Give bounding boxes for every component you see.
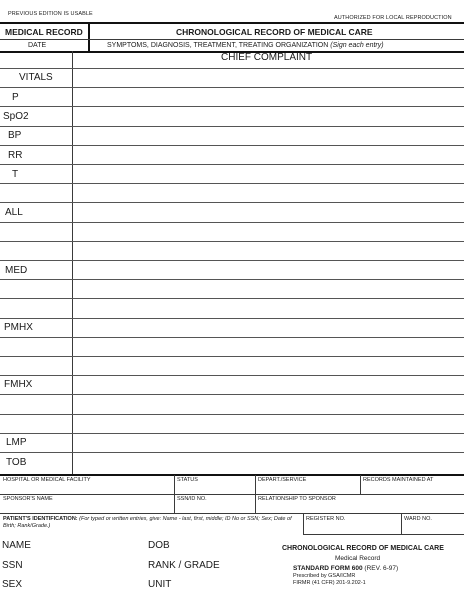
relationship-label: RELATIONSHIP TO SPONSOR [258,496,336,502]
ruled-line [0,318,464,319]
rr-label: RR [8,150,23,161]
ruled-line [0,202,464,203]
sex-label: SEX [2,579,23,590]
unit-label: UNIT [148,579,172,590]
form-title: CHRONOLOGICAL RECORD OF MEDICAL CARE [176,27,373,37]
header-top-rule [0,22,464,24]
footer-mid-rule [0,494,464,495]
ruled-line [0,222,464,223]
register-bottom-rule [303,534,464,535]
date-column-divider [72,51,73,475]
pmhx-label: PMHX [4,322,33,333]
ssn-label: SSN [2,560,23,571]
vitals-label: VITALS [19,72,53,83]
register-label: REGISTER NO. [306,516,346,522]
ruled-line [0,87,464,88]
ruled-line [0,337,464,338]
ruled-line [0,126,464,127]
header-divider [88,22,90,52]
header-mid-rule [0,39,464,40]
footer-divider-3 [360,475,361,494]
previous-edition-note: PREVIOUS EDITION IS USABLE [8,11,93,17]
ruled-line [0,414,464,415]
bp-label: BP [8,130,22,141]
temp-label: T [12,169,19,180]
ruled-line [0,260,464,261]
form-footer-title: CHRONOLOGICAL RECORD OF MEDICAL CARE [282,545,444,552]
fmhx-label: FMHX [4,379,33,390]
name-label: NAME [2,540,31,551]
patient-id-label: PATIENT'S IDENTIFICATION: [3,516,78,522]
ruled-line [0,145,464,146]
ruled-line [0,183,464,184]
ruled-line [0,68,464,69]
medical-record-label: MEDICAL RECORD [5,27,83,37]
patient-id-note: (For typed or written entries, give: Name - last, first, middle; ID No or SSN; Sex; Date of Birth; Rank/Grade.) [3,516,292,529]
ruled-line [0,279,464,280]
ruled-line [0,298,464,299]
rank-label: RANK / GRADE [148,560,220,571]
form-footer-sub: Medical Record [335,555,381,562]
sponsor-name-label: SPONSOR'S NAME [3,496,53,502]
pulse-label: P [12,92,19,103]
ruled-line [0,356,464,357]
records-label: RECORDS MAINTAINED AT [363,477,434,483]
form-revision: (REV. 6-97) [364,565,399,572]
footer-id-rule [0,513,464,514]
authorized-note: AUTHORIZED FOR LOCAL REPRODUCTION [334,15,452,21]
description-column-header [107,42,384,49]
form-number-line [293,565,398,572]
date-column-header: DATE [28,42,47,49]
lmp-label: LMP [6,437,27,448]
ruled-line [0,164,464,165]
ssn-id-label: SSN/ID NO. [177,496,207,502]
register-divider [303,513,304,535]
ruled-line [0,241,464,242]
hospital-label: HOSPITAL OR MEDICAL FACILITY [3,477,91,483]
firmr-reference: FIRMR (41 CFR) 201-9.202-1 [293,580,366,586]
medications-label: MED [5,265,28,276]
dob-label: DOB [148,540,170,551]
description-text: SYMPTOMS, DIAGNOSIS, TREATMENT, TREATING ORGANIZATION [107,42,329,49]
depart-label: DEPART./SERVICE [258,477,307,483]
patient-id-block [3,516,303,529]
ruled-line [0,433,464,434]
spo2-label: SpO2 [3,111,29,122]
form-number: STANDARD FORM 600 [293,565,363,572]
chief-complaint-label: CHIEF COMPLAINT [221,52,313,63]
ruled-line [0,452,464,453]
ward-label: WARD NO. [404,516,432,522]
allergies-label: ALL [5,207,23,218]
tob-label: TOB [6,457,27,468]
footer-top-rule [0,474,464,476]
ruled-line [0,375,464,376]
sign-each-entry: (Sign each entry) [330,42,384,49]
ruled-line [0,106,464,107]
ruled-line [0,394,464,395]
ward-divider [401,513,402,535]
status-label: STATUS [177,477,198,483]
prescribed-by: Prescribed by GSA/ICMR [293,573,356,579]
